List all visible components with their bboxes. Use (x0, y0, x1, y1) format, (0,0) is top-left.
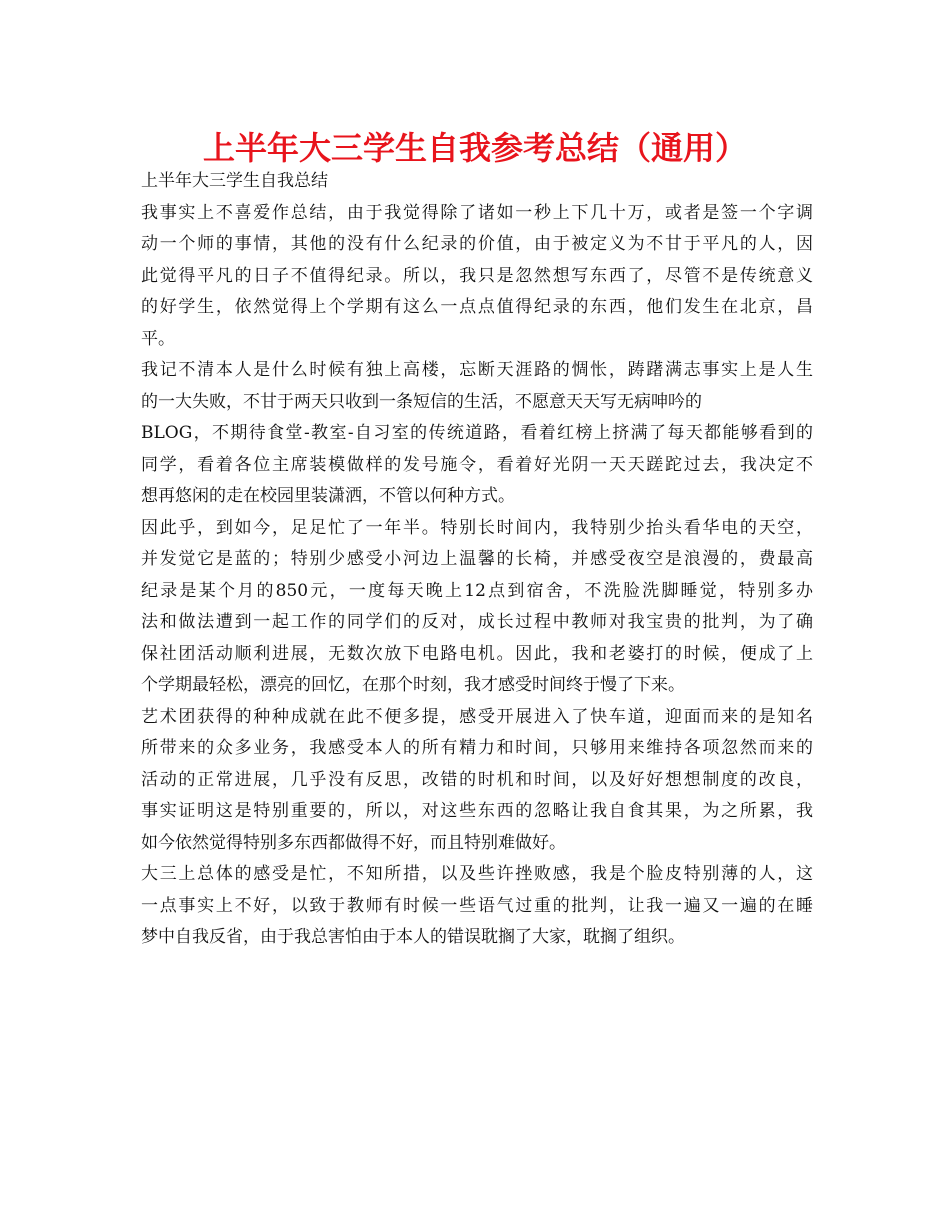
body-line: 平。 (141, 328, 175, 349)
body-line: 我事实上不喜爱作总结，由于我觉得除了诸如一秒上下几十万，或者是签一个字调 (141, 202, 813, 223)
body-line: 艺术团获得的种种成就在此不便多提，感受开展进入了快车道，迎面而来的是知名 (141, 706, 813, 727)
body-line: 保社团活动顺利进展，无数次放下电路电机。因此，我和老婆打的时候，便成了上 (141, 643, 813, 664)
body-line: 一点事实上不好，以致于教师有时候一些语气过重的批判，让我一遍又一遍的在睡 (141, 895, 813, 916)
body-line: 个学期最轻松，漂亮的回忆，在那个时刻，我才感受时间终于慢了下来。 (141, 675, 685, 695)
body-line: 事实证明这是特别重要的，所以，对这些东西的忽略让我自食其果，为之所累，我 (141, 801, 813, 821)
body-line: 的一大失败，不甘于两天只收到一条短信的生活，不愿意天天写无病呻吟的 (141, 391, 702, 412)
body-line: 梦中自我反省，由于我总害怕由于本人的错误耽搁了大家，耽搁了组织。 (141, 927, 685, 947)
body-line: 同学，看着各位主席装模做样的发号施令，看着好光阴一天天蹉跎过去，我决定不 (141, 454, 813, 475)
body-line: 活动的正常进展，几乎没有反思，改错的时机和时间，以及好好想想制度的改良， (141, 769, 813, 790)
body-line: 的好学生，依然觉得上个学期有这么一点点值得纪录的东西，他们发生在北京，昌 (141, 297, 813, 317)
body-line: 如今依然觉得特别多东西都做得不好，而且特别难做好。 (141, 832, 566, 853)
document-body (141, 166, 813, 954)
body-line: 法和做法遭到一起工作的同学们的反对，成长过程中教师对我宝贵的批判，为了确 (141, 612, 813, 632)
body-line: 想再悠闲的走在校园里装潇洒，不管以何种方式。 (141, 486, 515, 506)
body-line: 动一个师的事情，其他的没有什么纪录的价值，由于被定义为不甘于平凡的人，因 (141, 234, 813, 254)
body-line: 所带来的众多业务，我感受本人的所有精力和时间，只够用来维持各项忽然而来的 (141, 738, 813, 758)
body-line: BLOG，不期待食堂-教室-自习室的传统道路，看着红榜上挤满了每天都能够看到的 (141, 423, 813, 443)
document-title: 上半年大三学生自我参考总结（通用） (202, 129, 747, 167)
body-line: 大三上总体的感受是忙，不知所措，以及些许挫败感，我是个脸皮特别薄的人，这 (141, 864, 813, 884)
body-line: 此觉得平凡的日子不值得纪录。所以，我只是忽然想写东西了，尽管不是传统意义 (141, 265, 813, 286)
body-line: 上半年大三学生自我总结 (141, 171, 328, 191)
body-line: 因此乎，到如今，足足忙了一年半。特别长时间内，我特别少抬头看华电的天空， (141, 517, 813, 538)
body-line: 我记不清本人是什么时候有独上高楼，忘断天涯路的惆怅，踌躇满志事实上是人生 (141, 360, 813, 380)
body-line: 纪录是某个月的850元，一度每天晚上12点到宿舍，不洗脸洗脚睡觉，特别多办 (141, 580, 813, 601)
body-line: 并发觉它是蓝的；特别少感受小河边上温馨的长椅，并感受夜空是浪漫的，费最高 (141, 549, 813, 569)
